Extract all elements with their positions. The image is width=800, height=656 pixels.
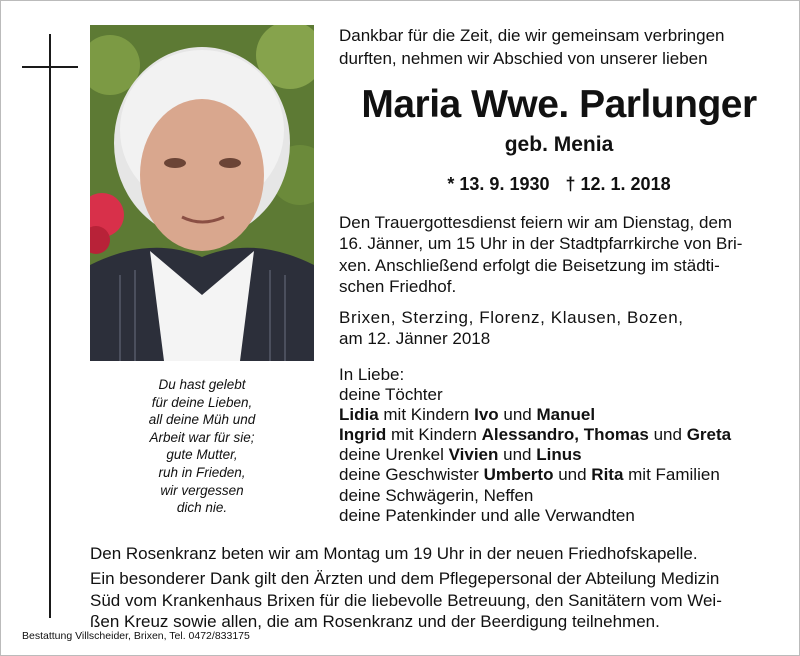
intro-text xyxy=(339,24,779,70)
mourner-name: Ingrid xyxy=(339,425,387,445)
mourner-text: und xyxy=(648,425,687,445)
mourners-line: deine Töchter xyxy=(339,385,443,405)
portrait-photo xyxy=(90,25,314,361)
text-line: 16. Jänner, um 15 Uhr in der Stadtpfarrkirche von Bri- xyxy=(339,234,743,254)
mourner-text: mit Kindern xyxy=(378,405,475,425)
cross-horizontal-bar xyxy=(22,66,78,68)
mourners-line: deine Patenkinder und alle Verwandten xyxy=(339,505,635,525)
poem-line: dich nie. xyxy=(176,500,228,516)
maiden-name: geb. Menia xyxy=(504,133,614,156)
text-line: Den Trauergottesdienst feiern wir am Dienstag, dem xyxy=(339,213,733,232)
mourners-line xyxy=(339,425,784,445)
mourners-line: deine Schwägerin, Neffen xyxy=(339,485,534,505)
mourners-line xyxy=(339,445,784,465)
portrait-illustration xyxy=(90,25,314,361)
thanks-line: Süd vom Krankenhaus Brixen für die liebevolle Betreuung, den Sanitätern vom Wei- xyxy=(90,590,722,610)
birth-date: * 13. 9. 1930 xyxy=(447,174,550,194)
mourner-name: Manuel xyxy=(536,405,596,425)
mourners-line xyxy=(339,465,784,485)
poem-line: all deine Müh und xyxy=(148,412,256,428)
mourner-text: und xyxy=(553,465,592,485)
poem-line: wir vergessen xyxy=(160,482,244,498)
thanks-line: Ein besonderer Dank gilt den Ärzten und dem Pflegepersonal der Abteilung Medizin xyxy=(90,569,720,589)
mourner-text: deine Geschwister xyxy=(339,465,484,485)
mourner-text: und xyxy=(498,405,537,425)
death-date: † 12. 1. 2018 xyxy=(565,174,671,194)
funeral-mass-text xyxy=(339,212,779,297)
poem-line: gute Mutter, xyxy=(166,447,238,463)
mourner-name: Umberto xyxy=(483,465,554,485)
text-line: xen. Anschließend erfolgt die Beisetzung im städti- xyxy=(339,255,720,275)
mourner-name: Alessandro, Thomas xyxy=(481,425,649,445)
text-line: am 12. Jänner 2018 xyxy=(339,329,491,349)
mourner-name: Lidia xyxy=(339,405,379,425)
mourner-text: deine Urenkel xyxy=(339,445,449,465)
mourner-name: Vivien xyxy=(448,445,499,465)
poem-line: für deine Lieben, xyxy=(151,394,253,410)
text-line: Brixen, Sterzing, Florenz, Klausen, Bozen, xyxy=(339,308,684,327)
life-dates xyxy=(339,172,779,196)
intro-line: Dankbar für die Zeit, die wir gemeinsam verbringen xyxy=(339,26,725,45)
poem-line: ruh in Frieden, xyxy=(158,464,246,480)
poem-line: Arbeit war für sie; xyxy=(149,429,255,445)
mourners-line xyxy=(339,405,784,425)
mourner-text: mit Kindern xyxy=(386,425,482,445)
mourner-name: Greta xyxy=(686,425,732,445)
thanks-line: ßen Kreuz sowie allen, die am Rosenkranz und der Beerdigung teilnehmen. xyxy=(90,611,660,631)
mourners-list xyxy=(339,365,784,526)
deceased-name: Maria Wwe. Parlunger xyxy=(361,83,757,126)
funeral-home-credit: Bestattung Villscheider, Brixen, Tel. 0472/833175 xyxy=(22,630,250,642)
rosary-text: Den Rosenkranz beten wir am Montag um 19 Uhr in der neuen Friedhofskapelle. xyxy=(90,544,698,563)
memorial-poem xyxy=(110,376,294,517)
intro-line: durften, nehmen wir Abschied von unserer lieben xyxy=(339,49,708,68)
mourner-name: Linus xyxy=(536,445,582,465)
mourner-text: und xyxy=(498,445,537,465)
mourner-text: mit Familien xyxy=(623,465,720,485)
place-and-date xyxy=(339,307,779,350)
poem-line: Du hast gelebt xyxy=(158,377,246,392)
mourner-name: Ivo xyxy=(474,405,499,425)
text-line: schen Friedhof. xyxy=(339,276,457,296)
mourners-heading: In Liebe: xyxy=(339,365,405,384)
cross-vertical-bar xyxy=(49,34,51,618)
closing-text xyxy=(90,543,790,632)
mourner-name: Rita xyxy=(591,465,624,485)
